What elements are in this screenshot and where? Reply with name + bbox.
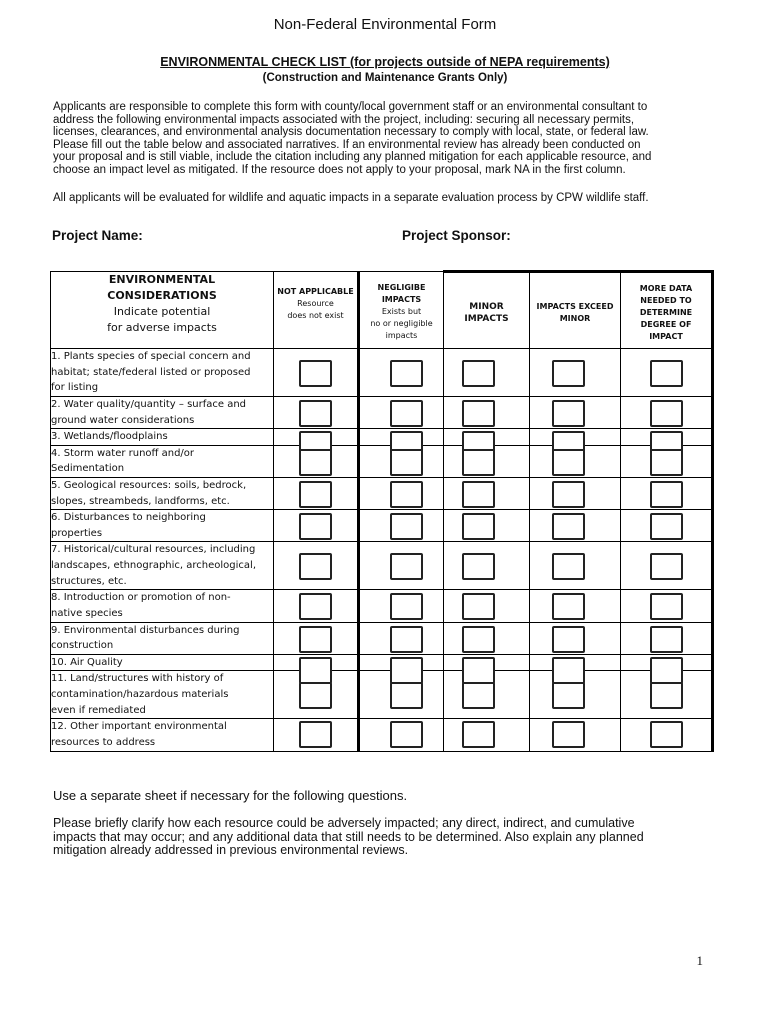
impact-checkbox[interactable] (462, 626, 495, 653)
impact-checkbox[interactable] (462, 553, 495, 580)
impact-checkbox[interactable] (462, 721, 495, 748)
impact-checkbox[interactable] (390, 721, 423, 748)
checkbox-cell (359, 719, 444, 751)
consideration-cell (51, 671, 274, 719)
table-row (51, 477, 713, 509)
impact-checkbox[interactable] (390, 400, 423, 427)
column-header (621, 272, 713, 349)
table-row (51, 510, 713, 542)
consideration-line: 1. Plants species of special concern and (51, 351, 251, 362)
checkbox-cell (621, 445, 713, 477)
consideration-line: 5. Geological resources: soils, bedrock, (51, 479, 247, 491)
checkbox-cell (274, 477, 359, 509)
impact-checkbox[interactable] (650, 360, 683, 387)
question-line: impacts that may occur; and any additional data that still needs to be determined. Also explain any planned (53, 829, 644, 844)
checkbox-cell (444, 477, 530, 509)
impact-checkbox[interactable] (299, 360, 332, 387)
column-header-line: Exists but (381, 307, 422, 316)
table-row (51, 542, 713, 590)
impact-checkbox[interactable] (462, 682, 495, 709)
table-row (51, 671, 713, 719)
impact-checkbox[interactable] (462, 481, 495, 508)
column-header-line: IMPACTS EXCEED (536, 302, 614, 311)
checkbox-cell (359, 349, 444, 397)
env-header-line: Indicate potential (113, 305, 211, 318)
consideration-line: for listing (51, 382, 99, 394)
checkbox-cell (444, 590, 530, 622)
checkbox-cell (621, 477, 713, 509)
consideration-line: even if remediated (51, 704, 146, 716)
checkbox-cell (274, 622, 359, 654)
table-row (51, 654, 713, 671)
checkbox-cell (530, 622, 621, 654)
impact-checkbox[interactable] (299, 721, 332, 748)
table-row (51, 719, 713, 751)
column-header-line: IMPACTS (464, 314, 509, 324)
checkbox-cell (274, 429, 359, 446)
env-header-line: CONSIDERATIONS (107, 289, 217, 302)
checkbox-cell (359, 510, 444, 542)
column-header-line: impacts (385, 331, 418, 340)
consideration-cell (51, 590, 274, 622)
intro-line: licenses, clearances, and environmental analysis documentation necessary to comply with local, state, or federal law. (53, 126, 649, 139)
env-considerations-header (51, 272, 274, 349)
column-header-line: no or negligible (370, 319, 433, 328)
checkbox-cell (530, 542, 621, 590)
column-header (444, 272, 530, 349)
consideration-cell (51, 542, 274, 590)
impact-checkbox[interactable] (299, 449, 332, 476)
table-row (51, 622, 713, 654)
intro-line: Please fill out the table below and associated narratives. If an environmental review has already been conducted on (53, 138, 641, 151)
column-header (530, 272, 621, 349)
consideration-line: structures, etc. (51, 575, 127, 587)
consideration-line: contamination/hazardous materials (51, 688, 229, 700)
checklist-subheading: (Construction and Maintenance Grants Only) (262, 72, 508, 84)
impact-checkbox[interactable] (650, 553, 683, 580)
impact-checkbox[interactable] (552, 553, 585, 580)
consideration-line: 8. Introduction or promotion of non- (51, 592, 231, 604)
impact-checkbox[interactable] (299, 553, 332, 580)
table-row (51, 429, 713, 446)
checkbox-cell (444, 349, 530, 397)
impact-checkbox[interactable] (650, 400, 683, 427)
impact-checkbox[interactable] (390, 360, 423, 387)
column-header-line: does not exist (287, 311, 344, 320)
checkbox-cell (444, 445, 530, 477)
consideration-line: ground water considerations (51, 414, 195, 426)
table-row (51, 445, 713, 477)
impact-checkbox[interactable] (552, 721, 585, 748)
consideration-cell (51, 477, 274, 509)
consideration-line: landscapes, ethnographic, archeological, (51, 559, 256, 571)
consideration-line: 4. Storm water runoff and/or (51, 447, 195, 459)
checkbox-cell (530, 397, 621, 429)
consideration-cell (51, 397, 274, 429)
impact-checkbox[interactable] (552, 400, 585, 427)
checkbox-cell (359, 477, 444, 509)
checkbox-cell (444, 622, 530, 654)
environmental-checklist-table (50, 270, 714, 752)
question-line: Please briefly clarify how each resource could be adversely impacted; any direct, indirect, and cumulative (53, 816, 635, 830)
checkbox-cell (621, 510, 713, 542)
checkbox-cell (359, 397, 444, 429)
impact-checkbox[interactable] (390, 449, 423, 476)
consideration-cell (51, 719, 274, 751)
checkbox-cell (359, 429, 444, 446)
checkbox-cell (530, 654, 621, 671)
checkbox-cell (359, 445, 444, 477)
page-number: 1 (696, 953, 703, 968)
checkbox-cell (444, 671, 530, 719)
impact-checkbox[interactable] (462, 400, 495, 427)
impact-checkbox[interactable] (552, 513, 585, 540)
table-row (51, 349, 713, 397)
question-paragraph (53, 817, 733, 858)
consideration-line: native species (51, 607, 123, 619)
checkbox-cell (274, 397, 359, 429)
column-header-line: DEGREE OF (640, 320, 692, 329)
consideration-cell (51, 349, 274, 397)
checkbox-cell (530, 671, 621, 719)
column-header-line: IMPACT (649, 332, 683, 341)
column-header (359, 272, 444, 349)
intro-line: your proposal and is still viable, include the citation including any planned mitigation for each applicable resource, and (53, 151, 652, 164)
impact-checkbox[interactable] (650, 721, 683, 748)
impact-checkbox[interactable] (299, 626, 332, 653)
column-header-line: MORE DATA (639, 284, 693, 293)
impact-checkbox[interactable] (552, 481, 585, 508)
column-header-line: MINOR (469, 302, 504, 312)
checkbox-cell (359, 590, 444, 622)
table-row (51, 397, 713, 429)
checkbox-cell (530, 349, 621, 397)
checkbox-cell (530, 590, 621, 622)
consideration-cell (51, 445, 274, 477)
checkbox-cell (621, 622, 713, 654)
impact-checkbox[interactable] (462, 593, 495, 620)
checkbox-cell (621, 349, 713, 397)
env-header-line: for adverse impacts (107, 321, 217, 334)
consideration-cell (51, 429, 274, 446)
column-header-line: IMPACTS (381, 295, 422, 304)
checkbox-cell (274, 445, 359, 477)
consideration-line: 6. Disturbances to neighboring (51, 512, 206, 524)
checkbox-cell (621, 654, 713, 671)
impact-checkbox[interactable] (299, 593, 332, 620)
impact-checkbox[interactable] (650, 481, 683, 508)
impact-checkbox[interactable] (390, 481, 423, 508)
consideration-line: 7. Historical/cultural resources, including (51, 544, 256, 556)
column-header-line: NEEDED TO (640, 296, 692, 305)
column-header-line: DETERMINE (639, 308, 693, 317)
impact-checkbox[interactable] (390, 682, 423, 709)
checkbox-cell (621, 671, 713, 719)
consideration-line: slopes, streambeds, landforms, etc. (51, 495, 230, 507)
impact-checkbox[interactable] (650, 513, 683, 540)
checkbox-cell (274, 349, 359, 397)
env-header-line: ENVIRONMENTAL (108, 273, 216, 286)
checkbox-cell (621, 429, 713, 446)
consideration-line: 3. Wetlands/floodplains (51, 431, 168, 443)
impact-checkbox[interactable] (299, 513, 332, 540)
separate-sheet-note: Use a separate sheet if necessary for the following questions. (53, 788, 408, 803)
checkbox-cell (359, 622, 444, 654)
impact-checkbox[interactable] (552, 682, 585, 709)
checkbox-cell (359, 542, 444, 590)
checkbox-cell (274, 590, 359, 622)
impact-checkbox[interactable] (299, 682, 332, 709)
consideration-line: Sedimentation (51, 463, 125, 475)
impact-checkbox[interactable] (390, 513, 423, 540)
consideration-cell (51, 622, 274, 654)
checkbox-cell (444, 429, 530, 446)
checkbox-cell (530, 719, 621, 751)
impact-checkbox[interactable] (390, 626, 423, 653)
wildlife-note: All applicants will be evaluated for wildlife and aquatic impacts in a separate evaluation process by CPW wildlife staff. (53, 192, 649, 204)
checkbox-cell (530, 477, 621, 509)
impact-checkbox[interactable] (650, 626, 683, 653)
checkbox-cell (621, 397, 713, 429)
consideration-line: habitat; state/federal listed or proposed (51, 366, 251, 378)
consideration-line: 10. Air Quality (51, 656, 123, 668)
column-header-line: NEGLIGIBE (377, 283, 426, 292)
checklist-heading: ENVIRONMENTAL CHECK LIST (for projects outside of NEPA requirements) (160, 55, 610, 69)
impact-checkbox[interactable] (650, 449, 683, 476)
impact-checkbox[interactable] (552, 593, 585, 620)
checkbox-cell (359, 654, 444, 671)
checkbox-cell (274, 719, 359, 751)
intro-line: address the following environmental impacts associated with the project, including: securing all necessary permits, (53, 113, 635, 126)
checkbox-cell (444, 654, 530, 671)
consideration-line: 2. Water quality/quantity – surface and (51, 399, 247, 410)
checkbox-cell (274, 510, 359, 542)
checkbox-cell (621, 719, 713, 751)
checkbox-cell (530, 510, 621, 542)
consideration-line: 12. Other important environmental (51, 721, 227, 733)
column-header (274, 272, 359, 349)
form-title: Non-Federal Environmental Form (273, 16, 497, 33)
consideration-cell (51, 510, 274, 542)
column-header-line: NOT APPLICABLE (277, 287, 354, 296)
checkbox-cell (444, 542, 530, 590)
checkbox-cell (444, 397, 530, 429)
intro-line: choose an impact level as mitigated. If the resource does not apply to your proposal, mark NA in the first column. (53, 163, 626, 176)
impact-checkbox[interactable] (552, 626, 585, 653)
column-header-line: MINOR (559, 314, 591, 323)
checkbox-cell (530, 445, 621, 477)
question-line: mitigation already addressed in previous environmental reviews. (53, 843, 409, 857)
project-name-label: Project Name: (52, 228, 143, 243)
impact-checkbox[interactable] (390, 593, 423, 620)
checkbox-cell (274, 671, 359, 719)
consideration-line: 9. Environmental disturbances during (51, 624, 240, 636)
checkbox-cell (444, 719, 530, 751)
impact-checkbox[interactable] (299, 481, 332, 508)
consideration-line: resources to address (51, 736, 156, 748)
project-sponsor-label: Project Sponsor: (402, 228, 511, 243)
consideration-line: construction (51, 640, 114, 652)
impact-checkbox[interactable] (650, 593, 683, 620)
consideration-cell (51, 654, 274, 671)
impact-checkbox[interactable] (650, 682, 683, 709)
impact-checkbox[interactable] (462, 360, 495, 387)
checkbox-cell (444, 510, 530, 542)
column-header-line: Resource (297, 299, 334, 308)
intro-line: Applicants are responsible to complete this form with county/local government staff or an environmental consultant to (53, 101, 648, 113)
checkbox-cell (621, 590, 713, 622)
impact-checkbox[interactable] (462, 513, 495, 540)
checkbox-cell (621, 542, 713, 590)
consideration-line: 11. Land/structures with history of (51, 673, 224, 685)
consideration-line: properties (51, 527, 103, 539)
impact-checkbox[interactable] (552, 449, 585, 476)
impact-checkbox[interactable] (299, 400, 332, 427)
checkbox-cell (274, 542, 359, 590)
checkbox-cell (274, 654, 359, 671)
checkbox-cell (530, 429, 621, 446)
checkbox-cell (359, 671, 444, 719)
impact-checkbox[interactable] (462, 449, 495, 476)
table-row (51, 590, 713, 622)
impact-checkbox[interactable] (390, 553, 423, 580)
intro-paragraph (53, 101, 723, 177)
impact-checkbox[interactable] (552, 360, 585, 387)
